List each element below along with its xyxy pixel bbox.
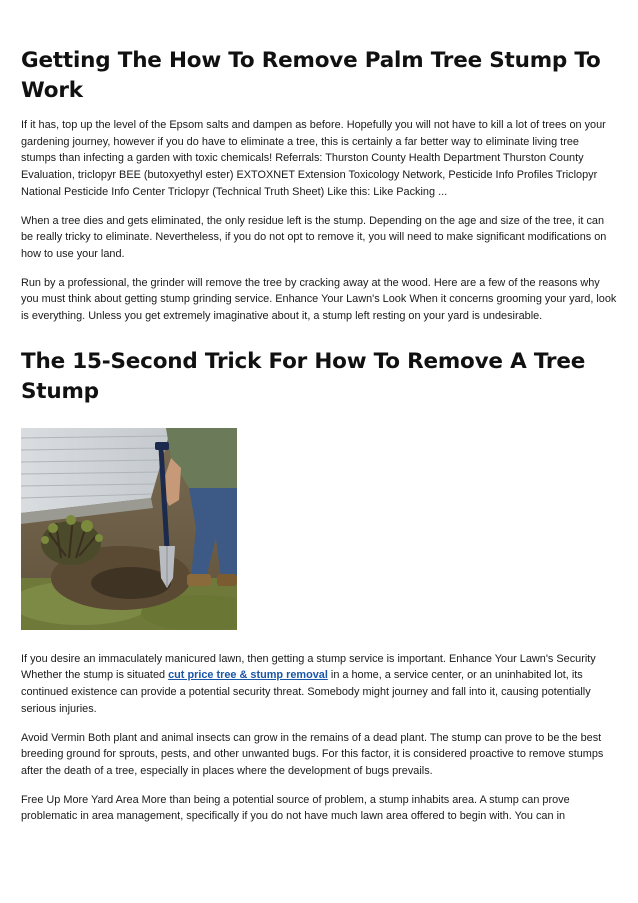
section2-paragraph-1-before: If you desire an immaculately manicured lawn, then getting a stump service is important. Enhance Your Lawn's Security Whether the stump is situated (21, 652, 596, 682)
section2-paragraph-2: Avoid Vermin Both plant and animal insects can grow in the remains of a dead plant. The stump can prove to be the best breeding ground for sprouts, pests, and other unwanted bugs. For this factor, it is considered proactive to remove stumps after the death of a tree, especially in places where the development of bugs prevails. (21, 731, 604, 777)
stump-digging-photo (21, 428, 237, 630)
cut-price-tree-stump-removal-link[interactable]: cut price tree & stump removal (168, 669, 328, 682)
section1-heading: Getting The How To Remove Palm Tree Stump To Work (21, 48, 601, 103)
section2-paragraph-1 (21, 651, 617, 718)
section1-paragraph-3: Run by a professional, the grinder will remove the tree by cracking away at the wood. Here are a few of the reasons why you must think about getting stump grinding service. Enhance Your Lawn's Look When it concerns grooming your yard, look is everything. Unless you get extremely imaginative about it, a stump left resting on your yard is undesirable. (21, 276, 617, 323)
section2-heading: The 15-Second Trick For How To Remove A Tree Stump (21, 348, 586, 404)
section2-paragraph-3: Free Up More Yard Area More than being a potential source of problem, a stump inhabits area. A stump can prove problematic in area management, specifically if you do not have much lawn area offered to begin with. You can in (21, 793, 570, 823)
section1-paragraph-2: When a tree dies and gets eliminated, the only residue left is the stump. Depending on the age and size of the tree, it can be really tricky to eliminate. Nevertheless, if you do not opt to remove it, you will need to make significant modifications on how to use your land. (21, 214, 607, 260)
section2-paragraph-1-after: in a home, a service center, or an uninhabited lot, its continued existence can provide a potential security threat. Somebody might journey and fall into it, causing potentially serious injuries. (21, 669, 591, 715)
section1-paragraph-1: If it has, top up the level of the Epsom salts and dampen as before. Hopefully you will not have to kill a lot of trees on your gardening journey, however if you do have to eliminate a tree, this is certainly a far better way to eliminate living tree stumps than infecting a garden with toxic chemicals! Referrals: Thurston County Health Department Thurston County Evaluation, triclopyr BEE (butoxyethyl ester) EXTOXNET Extension Toxicology Network, Pesticide Info Profiles Triclopyr National Pesticide Info Center Triclopyr (Technical Truth Sheet) Like this: Like Packing ... (21, 119, 606, 198)
